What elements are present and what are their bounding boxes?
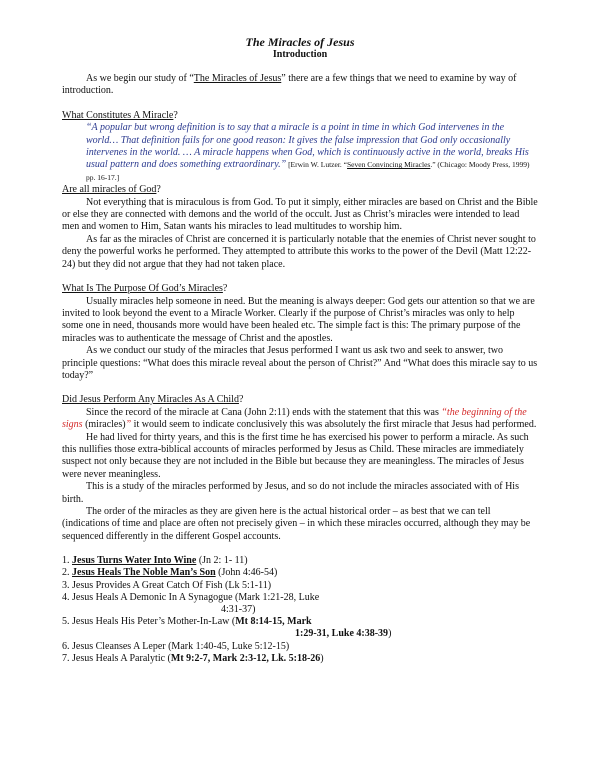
section-heading-are-all-miracles bbox=[62, 184, 538, 196]
citation-post: .” (Chicago: Moody Press, 1999) pp. 16-17.] bbox=[86, 160, 530, 182]
paragraph: As we conduct our study of the miracles that Jesus performed I want us ask two and seek to answer, two principle questions: “What does this miracle reveal about the person of Christ?” And “What does this miracle say to us today?” bbox=[62, 345, 538, 381]
list-item bbox=[62, 616, 538, 628]
list-item-reference: Mt 8:14-15, Mark bbox=[235, 616, 312, 628]
intro-text-post: ” there are a few things that we need to examine by way of introduction. bbox=[62, 73, 517, 97]
list-item bbox=[62, 567, 538, 579]
list-item-continuation: 4:31-37) bbox=[221, 604, 256, 616]
list-item: 4. Jesus Heals A Demonic In A Synagogue (Mark 1:21-28, Luke bbox=[62, 591, 320, 603]
paragraph: This is a study of the miracles performed by Jesus, and so do not include the miracles associated with of His birth. bbox=[62, 481, 519, 505]
text-span: it would seem to indicate conclusively this was absolutely the first miracle that Jesus had performed. bbox=[131, 419, 537, 431]
list-item-text: 5. Jesus Heals His Peter’s Mother-In-Law ( bbox=[62, 616, 236, 628]
section-heading-as-a-child bbox=[62, 394, 538, 406]
section-heading-purpose bbox=[62, 283, 538, 295]
list-item-close: ) bbox=[388, 628, 392, 640]
section-heading-text: Did Jesus Perform Any Miracles As A Child bbox=[62, 394, 239, 406]
paragraph: The order of the miracles as they are given here is the actual historical order – as best that we can tell (indications of time and place are often not precisely given – in which these miracles occurred, although they may be sequenced differently in the different Gospel accounts. bbox=[62, 506, 531, 542]
list-item bbox=[62, 555, 538, 567]
list-number: 2. bbox=[62, 567, 72, 579]
text-span: Since the record of the miracle at Cana (John 2:11) ends with the statement that this was bbox=[86, 406, 442, 418]
text-span: (miracles) bbox=[82, 419, 126, 431]
document-page bbox=[62, 36, 538, 665]
paragraph: As far as the miracles of Christ are concerned it is particularly notable that the enemies of Christ never sought to deny the powerful works he performed. They attempted to attribute this works to the power of the Devil (Matt 12:22-24) but they did not argue that they had not taken place. bbox=[62, 233, 536, 270]
list-item-text: 7. Jesus Heals A Paralytic ( bbox=[62, 652, 171, 664]
section-heading-text: What Is The Purpose Of God’s Miracles bbox=[62, 283, 223, 295]
intro-title-link: The Miracles of Jesus bbox=[193, 73, 282, 84]
list-item-continuation bbox=[62, 628, 538, 640]
section-heading-qmark: ? bbox=[173, 109, 178, 121]
section-heading-what-constitutes bbox=[62, 110, 538, 122]
list-item bbox=[62, 653, 538, 665]
section-heading-text: Are all miracles of God bbox=[62, 184, 157, 196]
list-item-close: ) bbox=[320, 652, 324, 664]
document-subtitle: Introduction bbox=[272, 49, 328, 60]
document-title: The Miracles of Jesus bbox=[245, 35, 355, 49]
section-heading-qmark: ? bbox=[238, 394, 244, 406]
list-item-title: Jesus Heals The Noble Man’s Son bbox=[72, 567, 216, 579]
list-item: 6. Jesus Cleanses A Leper (Mark 1:40-45, Luke 5:12-15) bbox=[62, 640, 290, 652]
highlighted-quote-close: ” bbox=[125, 419, 132, 431]
citation-book-title: Seven Convincing Miracles bbox=[347, 160, 431, 170]
lutzer-quote bbox=[62, 122, 538, 184]
list-item: 3. Jesus Provides A Great Catch Of Fish (Lk 5:1-11) bbox=[62, 579, 272, 591]
list-number: 1. bbox=[62, 555, 72, 567]
list-item-reference: Mt 9:2-7, Mark 2:3-12, Lk. 5:18-26 bbox=[170, 652, 321, 664]
paragraph bbox=[62, 407, 538, 432]
list-item-reference: (Jn 2: 1- 11) bbox=[196, 555, 248, 567]
highlighted-quote: “the beginning of the signs bbox=[62, 406, 527, 431]
list-item-reference: 1:29-31, Luke 4:38-39 bbox=[295, 628, 389, 640]
section-heading-qmark: ? bbox=[156, 184, 161, 196]
list-item-title: Jesus Turns Water Into Wine bbox=[72, 555, 197, 567]
intro-paragraph bbox=[62, 73, 538, 98]
paragraph: He had lived for thirty years, and this is the first time he has exercised his power to perform a miracle. As such this nullifies those extra-biblical accounts of miracles performed by Jesus as Child. These miracles are immediately suspect not only because they are not included in the Bible but because they are meaningless. The miracles of Jesus were never meaningless. bbox=[62, 431, 529, 480]
paragraph: Usually miracles help someone in need. But the meaning is always deeper: God gets our attention so that we are invited to look beyond the event to a Miracle Worker. Clearly if the purpose of Christ’s miracles was only to help some one in need, thousands more would have been healed etc. The simple fact is this: The primary purpose of the miracles was to authenticate the message of Christ and the apostles. bbox=[62, 295, 535, 344]
intro-text-pre: As we begin our study of “ bbox=[86, 73, 194, 84]
quote-text: “A popular but wrong definition is to say that a miracle is a point in time in which God intervenes in the world… That definition fails for one good reason: It gives the false impression that God only occasionally intervenes in the world. … A miracle happens when God, which is continuously active in the world, breaks His usual pattern and does something extraordinary.” bbox=[86, 122, 529, 171]
miracles-list bbox=[62, 555, 538, 665]
citation-pre: [Erwin W. Lutzer. “ bbox=[286, 160, 348, 170]
section-heading-text: What Constitutes A Miracle bbox=[62, 109, 174, 121]
section-heading-qmark: ? bbox=[222, 283, 228, 295]
list-item-reference: (John 4:46-54) bbox=[215, 567, 278, 579]
paragraph: Not everything that is miraculous is from God. To put it simply, either miracles are based on Christ and the Bible or else they are connected with demons and the world of the occult. Just as Christ’s miracles were intended to lead men and women to Him, Satan wants his miracles to lead multitudes to worship him. bbox=[62, 196, 538, 233]
